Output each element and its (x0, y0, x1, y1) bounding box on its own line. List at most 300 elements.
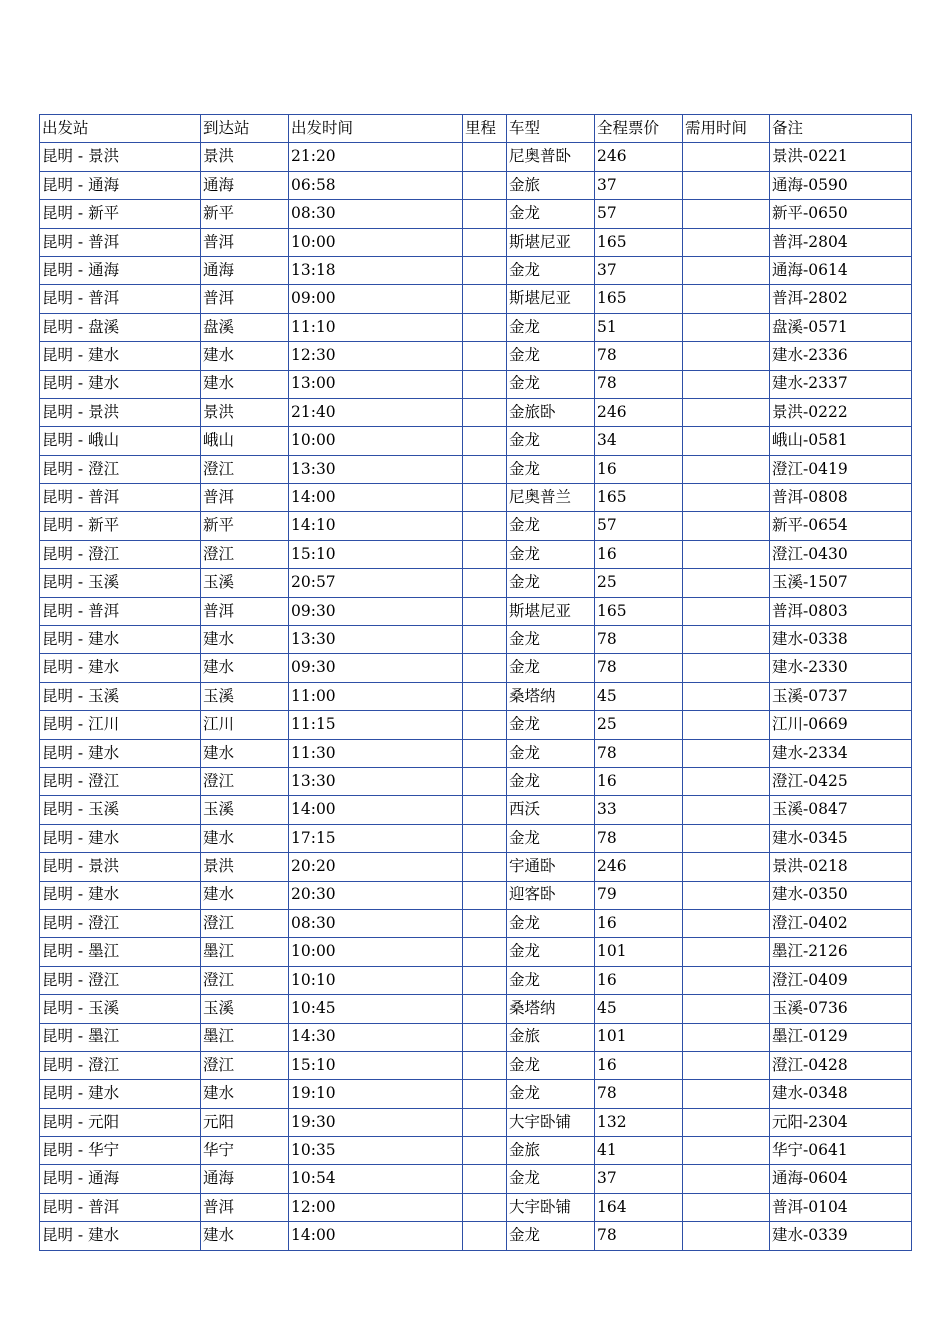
cell-remarks: 元阳-2304 (770, 1108, 912, 1136)
cell-remarks: 澄江-0428 (770, 1051, 912, 1079)
cell-remarks: 建水-0338 (770, 626, 912, 654)
cell-departure-station: 昆明 - 建水 (40, 626, 201, 654)
cell-mileage (463, 966, 507, 994)
cell-fare: 16 (595, 540, 683, 568)
cell-fare: 79 (595, 881, 683, 909)
cell-mileage (463, 398, 507, 426)
cell-mileage (463, 313, 507, 341)
cell-mileage (463, 853, 507, 881)
cell-departure-time: 10:35 (289, 1137, 463, 1165)
cell-arrival-station: 江川 (201, 711, 289, 739)
cell-departure-station: 昆明 - 普洱 (40, 285, 201, 313)
cell-remarks: 澄江-0402 (770, 909, 912, 937)
cell-duration (683, 881, 770, 909)
cell-departure-time: 14:00 (289, 484, 463, 512)
cell-departure-station: 昆明 - 普洱 (40, 597, 201, 625)
cell-arrival-station: 景洪 (201, 853, 289, 881)
cell-mileage (463, 909, 507, 937)
cell-mileage (463, 767, 507, 795)
cell-remarks: 盘溪-0571 (770, 313, 912, 341)
table-row (40, 484, 912, 512)
cell-fare: 37 (595, 171, 683, 199)
cell-mileage (463, 455, 507, 483)
cell-duration (683, 909, 770, 937)
cell-departure-station: 昆明 - 建水 (40, 739, 201, 767)
cell-departure-time: 10:00 (289, 938, 463, 966)
table-row (40, 285, 912, 313)
cell-arrival-station: 玉溪 (201, 796, 289, 824)
header-remarks: 备注 (770, 115, 912, 143)
cell-vehicle-type: 斯堪尼亚 (507, 597, 595, 625)
cell-arrival-station: 盘溪 (201, 313, 289, 341)
cell-arrival-station: 普洱 (201, 285, 289, 313)
cell-vehicle-type: 金龙 (507, 909, 595, 937)
cell-arrival-station: 澄江 (201, 540, 289, 568)
header-duration: 需用时间 (683, 115, 770, 143)
cell-mileage (463, 1222, 507, 1250)
cell-departure-time: 10:00 (289, 228, 463, 256)
cell-arrival-station: 元阳 (201, 1108, 289, 1136)
cell-vehicle-type: 金龙 (507, 342, 595, 370)
cell-remarks: 玉溪-1507 (770, 569, 912, 597)
cell-vehicle-type: 金龙 (507, 767, 595, 795)
table-row (40, 370, 912, 398)
cell-fare: 165 (595, 285, 683, 313)
cell-departure-station: 昆明 - 景洪 (40, 143, 201, 171)
cell-duration (683, 1051, 770, 1079)
cell-mileage (463, 654, 507, 682)
cell-mileage (463, 228, 507, 256)
cell-departure-time: 08:30 (289, 200, 463, 228)
cell-vehicle-type: 大宇卧铺 (507, 1193, 595, 1221)
cell-fare: 16 (595, 767, 683, 795)
cell-mileage (463, 1080, 507, 1108)
cell-departure-station: 昆明 - 盘溪 (40, 313, 201, 341)
cell-arrival-station: 墨江 (201, 938, 289, 966)
cell-arrival-station: 普洱 (201, 597, 289, 625)
cell-fare: 165 (595, 228, 683, 256)
cell-fare: 132 (595, 1108, 683, 1136)
cell-arrival-station: 峨山 (201, 427, 289, 455)
table-row (40, 171, 912, 199)
cell-fare: 37 (595, 256, 683, 284)
cell-departure-time: 10:00 (289, 427, 463, 455)
cell-departure-time: 08:30 (289, 909, 463, 937)
bus-schedule-table (39, 114, 912, 1251)
cell-fare: 101 (595, 1023, 683, 1051)
cell-departure-station: 昆明 - 华宁 (40, 1137, 201, 1165)
table-row (40, 1051, 912, 1079)
cell-fare: 16 (595, 455, 683, 483)
cell-arrival-station: 新平 (201, 512, 289, 540)
header-mileage: 里程 (463, 115, 507, 143)
cell-remarks: 建水-0339 (770, 1222, 912, 1250)
cell-remarks: 建水-0350 (770, 881, 912, 909)
cell-mileage (463, 682, 507, 710)
cell-vehicle-type: 桑塔纳 (507, 682, 595, 710)
cell-remarks: 玉溪-0736 (770, 995, 912, 1023)
cell-remarks: 江川-0669 (770, 711, 912, 739)
cell-arrival-station: 通海 (201, 1165, 289, 1193)
table-row (40, 200, 912, 228)
cell-mileage (463, 1023, 507, 1051)
table-row (40, 824, 912, 852)
cell-departure-time: 11:10 (289, 313, 463, 341)
cell-fare: 78 (595, 626, 683, 654)
cell-departure-time: 13:18 (289, 256, 463, 284)
cell-departure-station: 昆明 - 澄江 (40, 1051, 201, 1079)
cell-departure-station: 昆明 - 玉溪 (40, 682, 201, 710)
cell-departure-time: 11:00 (289, 682, 463, 710)
table-row (40, 909, 912, 937)
table-row (40, 228, 912, 256)
cell-departure-station: 昆明 - 景洪 (40, 853, 201, 881)
cell-vehicle-type: 金龙 (507, 739, 595, 767)
cell-vehicle-type: 金龙 (507, 455, 595, 483)
cell-duration (683, 228, 770, 256)
cell-remarks: 澄江-0430 (770, 540, 912, 568)
cell-departure-time: 09:00 (289, 285, 463, 313)
table-row (40, 1222, 912, 1250)
cell-fare: 57 (595, 512, 683, 540)
cell-fare: 25 (595, 711, 683, 739)
cell-duration (683, 626, 770, 654)
cell-departure-station: 昆明 - 普洱 (40, 1193, 201, 1221)
cell-remarks: 建水-2336 (770, 342, 912, 370)
cell-arrival-station: 建水 (201, 824, 289, 852)
table-row (40, 313, 912, 341)
cell-arrival-station: 建水 (201, 881, 289, 909)
cell-duration (683, 1222, 770, 1250)
cell-arrival-station: 玉溪 (201, 995, 289, 1023)
cell-remarks: 通海-0590 (770, 171, 912, 199)
cell-duration (683, 569, 770, 597)
cell-vehicle-type: 金龙 (507, 824, 595, 852)
cell-remarks: 建水-0345 (770, 824, 912, 852)
cell-mileage (463, 626, 507, 654)
cell-departure-time: 19:30 (289, 1108, 463, 1136)
cell-departure-station: 昆明 - 澄江 (40, 455, 201, 483)
cell-remarks: 华宁-0641 (770, 1137, 912, 1165)
cell-duration (683, 853, 770, 881)
cell-duration (683, 1193, 770, 1221)
cell-fare: 51 (595, 313, 683, 341)
cell-mileage (463, 1051, 507, 1079)
cell-mileage (463, 370, 507, 398)
cell-departure-time: 14:30 (289, 1023, 463, 1051)
cell-departure-time: 13:30 (289, 626, 463, 654)
cell-departure-time: 11:15 (289, 711, 463, 739)
cell-vehicle-type: 金龙 (507, 966, 595, 994)
table-row (40, 796, 912, 824)
cell-remarks: 玉溪-0737 (770, 682, 912, 710)
cell-duration (683, 200, 770, 228)
header-row (40, 115, 912, 143)
cell-mileage (463, 1165, 507, 1193)
cell-duration (683, 484, 770, 512)
cell-remarks: 墨江-0129 (770, 1023, 912, 1051)
cell-fare: 37 (595, 1165, 683, 1193)
cell-departure-time: 13:00 (289, 370, 463, 398)
cell-mileage (463, 824, 507, 852)
cell-mileage (463, 739, 507, 767)
cell-arrival-station: 普洱 (201, 228, 289, 256)
cell-fare: 34 (595, 427, 683, 455)
cell-duration (683, 739, 770, 767)
table-row (40, 1137, 912, 1165)
cell-remarks: 普洱-2804 (770, 228, 912, 256)
table-row (40, 342, 912, 370)
cell-mileage (463, 597, 507, 625)
cell-mileage (463, 540, 507, 568)
cell-remarks: 建水-0348 (770, 1080, 912, 1108)
table-row (40, 398, 912, 426)
cell-fare: 164 (595, 1193, 683, 1221)
cell-mileage (463, 569, 507, 597)
cell-remarks: 普洱-0104 (770, 1193, 912, 1221)
cell-vehicle-type: 金旅 (507, 1023, 595, 1051)
cell-remarks: 景洪-0218 (770, 853, 912, 881)
cell-departure-time: 17:15 (289, 824, 463, 852)
cell-duration (683, 143, 770, 171)
cell-departure-station: 昆明 - 新平 (40, 512, 201, 540)
cell-vehicle-type: 斯堪尼亚 (507, 285, 595, 313)
cell-departure-station: 昆明 - 景洪 (40, 398, 201, 426)
table-row (40, 853, 912, 881)
cell-vehicle-type: 桑塔纳 (507, 995, 595, 1023)
cell-duration (683, 682, 770, 710)
cell-remarks: 普洱-0803 (770, 597, 912, 625)
cell-fare: 101 (595, 938, 683, 966)
cell-vehicle-type: 大宇卧铺 (507, 1108, 595, 1136)
table-row (40, 682, 912, 710)
cell-vehicle-type: 金龙 (507, 654, 595, 682)
cell-fare: 16 (595, 966, 683, 994)
cell-remarks: 新平-0650 (770, 200, 912, 228)
cell-mileage (463, 796, 507, 824)
cell-departure-time: 15:10 (289, 540, 463, 568)
cell-vehicle-type: 金旅卧 (507, 398, 595, 426)
header-departure-time: 出发时间 (289, 115, 463, 143)
table-row (40, 654, 912, 682)
cell-arrival-station: 建水 (201, 654, 289, 682)
cell-duration (683, 1023, 770, 1051)
cell-arrival-station: 普洱 (201, 484, 289, 512)
cell-departure-station: 昆明 - 澄江 (40, 909, 201, 937)
cell-vehicle-type: 金龙 (507, 711, 595, 739)
cell-fare: 78 (595, 824, 683, 852)
cell-departure-time: 21:40 (289, 398, 463, 426)
cell-remarks: 普洱-0808 (770, 484, 912, 512)
table-row (40, 569, 912, 597)
table-row (40, 938, 912, 966)
cell-mileage (463, 995, 507, 1023)
cell-vehicle-type: 金龙 (507, 256, 595, 284)
cell-fare: 16 (595, 909, 683, 937)
cell-departure-station: 昆明 - 江川 (40, 711, 201, 739)
table-row (40, 1080, 912, 1108)
cell-departure-time: 19:10 (289, 1080, 463, 1108)
cell-fare: 16 (595, 1051, 683, 1079)
cell-departure-station: 昆明 - 建水 (40, 370, 201, 398)
cell-arrival-station: 通海 (201, 171, 289, 199)
cell-fare: 246 (595, 853, 683, 881)
table-row (40, 540, 912, 568)
cell-departure-time: 11:30 (289, 739, 463, 767)
cell-mileage (463, 881, 507, 909)
cell-mileage (463, 427, 507, 455)
table-row (40, 1165, 912, 1193)
cell-arrival-station: 澄江 (201, 767, 289, 795)
cell-departure-station: 昆明 - 元阳 (40, 1108, 201, 1136)
cell-departure-station: 昆明 - 普洱 (40, 228, 201, 256)
cell-arrival-station: 景洪 (201, 143, 289, 171)
cell-remarks: 建水-2334 (770, 739, 912, 767)
cell-mileage (463, 171, 507, 199)
cell-mileage (463, 256, 507, 284)
cell-duration (683, 370, 770, 398)
cell-vehicle-type: 金龙 (507, 1080, 595, 1108)
cell-arrival-station: 建水 (201, 739, 289, 767)
cell-vehicle-type: 金龙 (507, 370, 595, 398)
cell-vehicle-type: 金龙 (507, 626, 595, 654)
cell-fare: 78 (595, 1080, 683, 1108)
cell-duration (683, 1108, 770, 1136)
table-row (40, 881, 912, 909)
cell-duration (683, 285, 770, 313)
cell-departure-time: 14:10 (289, 512, 463, 540)
cell-duration (683, 1080, 770, 1108)
cell-arrival-station: 华宁 (201, 1137, 289, 1165)
cell-departure-time: 12:00 (289, 1193, 463, 1221)
cell-departure-station: 昆明 - 通海 (40, 171, 201, 199)
cell-mileage (463, 285, 507, 313)
cell-arrival-station: 景洪 (201, 398, 289, 426)
cell-duration (683, 1165, 770, 1193)
cell-arrival-station: 澄江 (201, 1051, 289, 1079)
cell-vehicle-type: 金龙 (507, 540, 595, 568)
cell-arrival-station: 建水 (201, 626, 289, 654)
header-departure-station: 出发站 (40, 115, 201, 143)
cell-duration (683, 824, 770, 852)
cell-departure-time: 14:00 (289, 796, 463, 824)
cell-departure-time: 09:30 (289, 597, 463, 625)
cell-duration (683, 313, 770, 341)
cell-remarks: 峨山-0581 (770, 427, 912, 455)
cell-departure-station: 昆明 - 建水 (40, 342, 201, 370)
cell-vehicle-type: 金龙 (507, 313, 595, 341)
cell-departure-station: 昆明 - 通海 (40, 256, 201, 284)
cell-fare: 33 (595, 796, 683, 824)
cell-duration (683, 597, 770, 625)
cell-duration (683, 995, 770, 1023)
cell-duration (683, 540, 770, 568)
cell-vehicle-type: 金龙 (507, 938, 595, 966)
cell-fare: 25 (595, 569, 683, 597)
table-row (40, 1193, 912, 1221)
cell-fare: 78 (595, 1222, 683, 1250)
cell-departure-time: 10:54 (289, 1165, 463, 1193)
header-arrival-station: 到达站 (201, 115, 289, 143)
cell-vehicle-type: 尼奥普兰 (507, 484, 595, 512)
cell-departure-station: 昆明 - 玉溪 (40, 995, 201, 1023)
cell-duration (683, 767, 770, 795)
cell-remarks: 新平-0654 (770, 512, 912, 540)
cell-vehicle-type: 金龙 (507, 569, 595, 597)
cell-remarks: 通海-0604 (770, 1165, 912, 1193)
cell-departure-time: 21:20 (289, 143, 463, 171)
cell-remarks: 建水-2330 (770, 654, 912, 682)
table-row (40, 711, 912, 739)
cell-departure-station: 昆明 - 普洱 (40, 484, 201, 512)
cell-fare: 45 (595, 995, 683, 1023)
header-vehicle-type: 车型 (507, 115, 595, 143)
cell-vehicle-type: 金旅 (507, 1137, 595, 1165)
cell-fare: 246 (595, 143, 683, 171)
cell-vehicle-type: 尼奥普卧 (507, 143, 595, 171)
cell-fare: 165 (595, 597, 683, 625)
cell-mileage (463, 1193, 507, 1221)
table-body (40, 143, 912, 1250)
cell-remarks: 玉溪-0847 (770, 796, 912, 824)
cell-fare: 246 (595, 398, 683, 426)
table-row (40, 626, 912, 654)
cell-departure-station: 昆明 - 玉溪 (40, 569, 201, 597)
table-row (40, 256, 912, 284)
cell-duration (683, 342, 770, 370)
cell-mileage (463, 512, 507, 540)
table-row (40, 597, 912, 625)
cell-remarks: 通海-0614 (770, 256, 912, 284)
table-row (40, 739, 912, 767)
cell-vehicle-type: 金龙 (507, 1222, 595, 1250)
cell-remarks: 澄江-0425 (770, 767, 912, 795)
cell-duration (683, 171, 770, 199)
cell-mileage (463, 200, 507, 228)
cell-departure-station: 昆明 - 建水 (40, 654, 201, 682)
cell-mileage (463, 342, 507, 370)
cell-departure-station: 昆明 - 建水 (40, 824, 201, 852)
cell-departure-time: 13:30 (289, 455, 463, 483)
cell-remarks: 建水-2337 (770, 370, 912, 398)
cell-departure-station: 昆明 - 建水 (40, 881, 201, 909)
cell-departure-time: 10:10 (289, 966, 463, 994)
table-row (40, 966, 912, 994)
cell-vehicle-type: 宇通卧 (507, 853, 595, 881)
cell-departure-station: 昆明 - 新平 (40, 200, 201, 228)
header-fare: 全程票价 (595, 115, 683, 143)
cell-arrival-station: 墨江 (201, 1023, 289, 1051)
cell-fare: 78 (595, 654, 683, 682)
cell-departure-station: 昆明 - 澄江 (40, 767, 201, 795)
table-row (40, 767, 912, 795)
cell-arrival-station: 建水 (201, 1080, 289, 1108)
cell-arrival-station: 新平 (201, 200, 289, 228)
table-row (40, 1108, 912, 1136)
cell-fare: 78 (595, 739, 683, 767)
cell-departure-station: 昆明 - 峨山 (40, 427, 201, 455)
cell-duration (683, 711, 770, 739)
cell-remarks: 墨江-2126 (770, 938, 912, 966)
cell-duration (683, 512, 770, 540)
cell-arrival-station: 普洱 (201, 1193, 289, 1221)
cell-vehicle-type: 金龙 (507, 512, 595, 540)
cell-departure-time: 13:30 (289, 767, 463, 795)
table-row (40, 427, 912, 455)
cell-vehicle-type: 金龙 (507, 1051, 595, 1079)
cell-departure-station: 昆明 - 墨江 (40, 938, 201, 966)
cell-remarks: 景洪-0222 (770, 398, 912, 426)
